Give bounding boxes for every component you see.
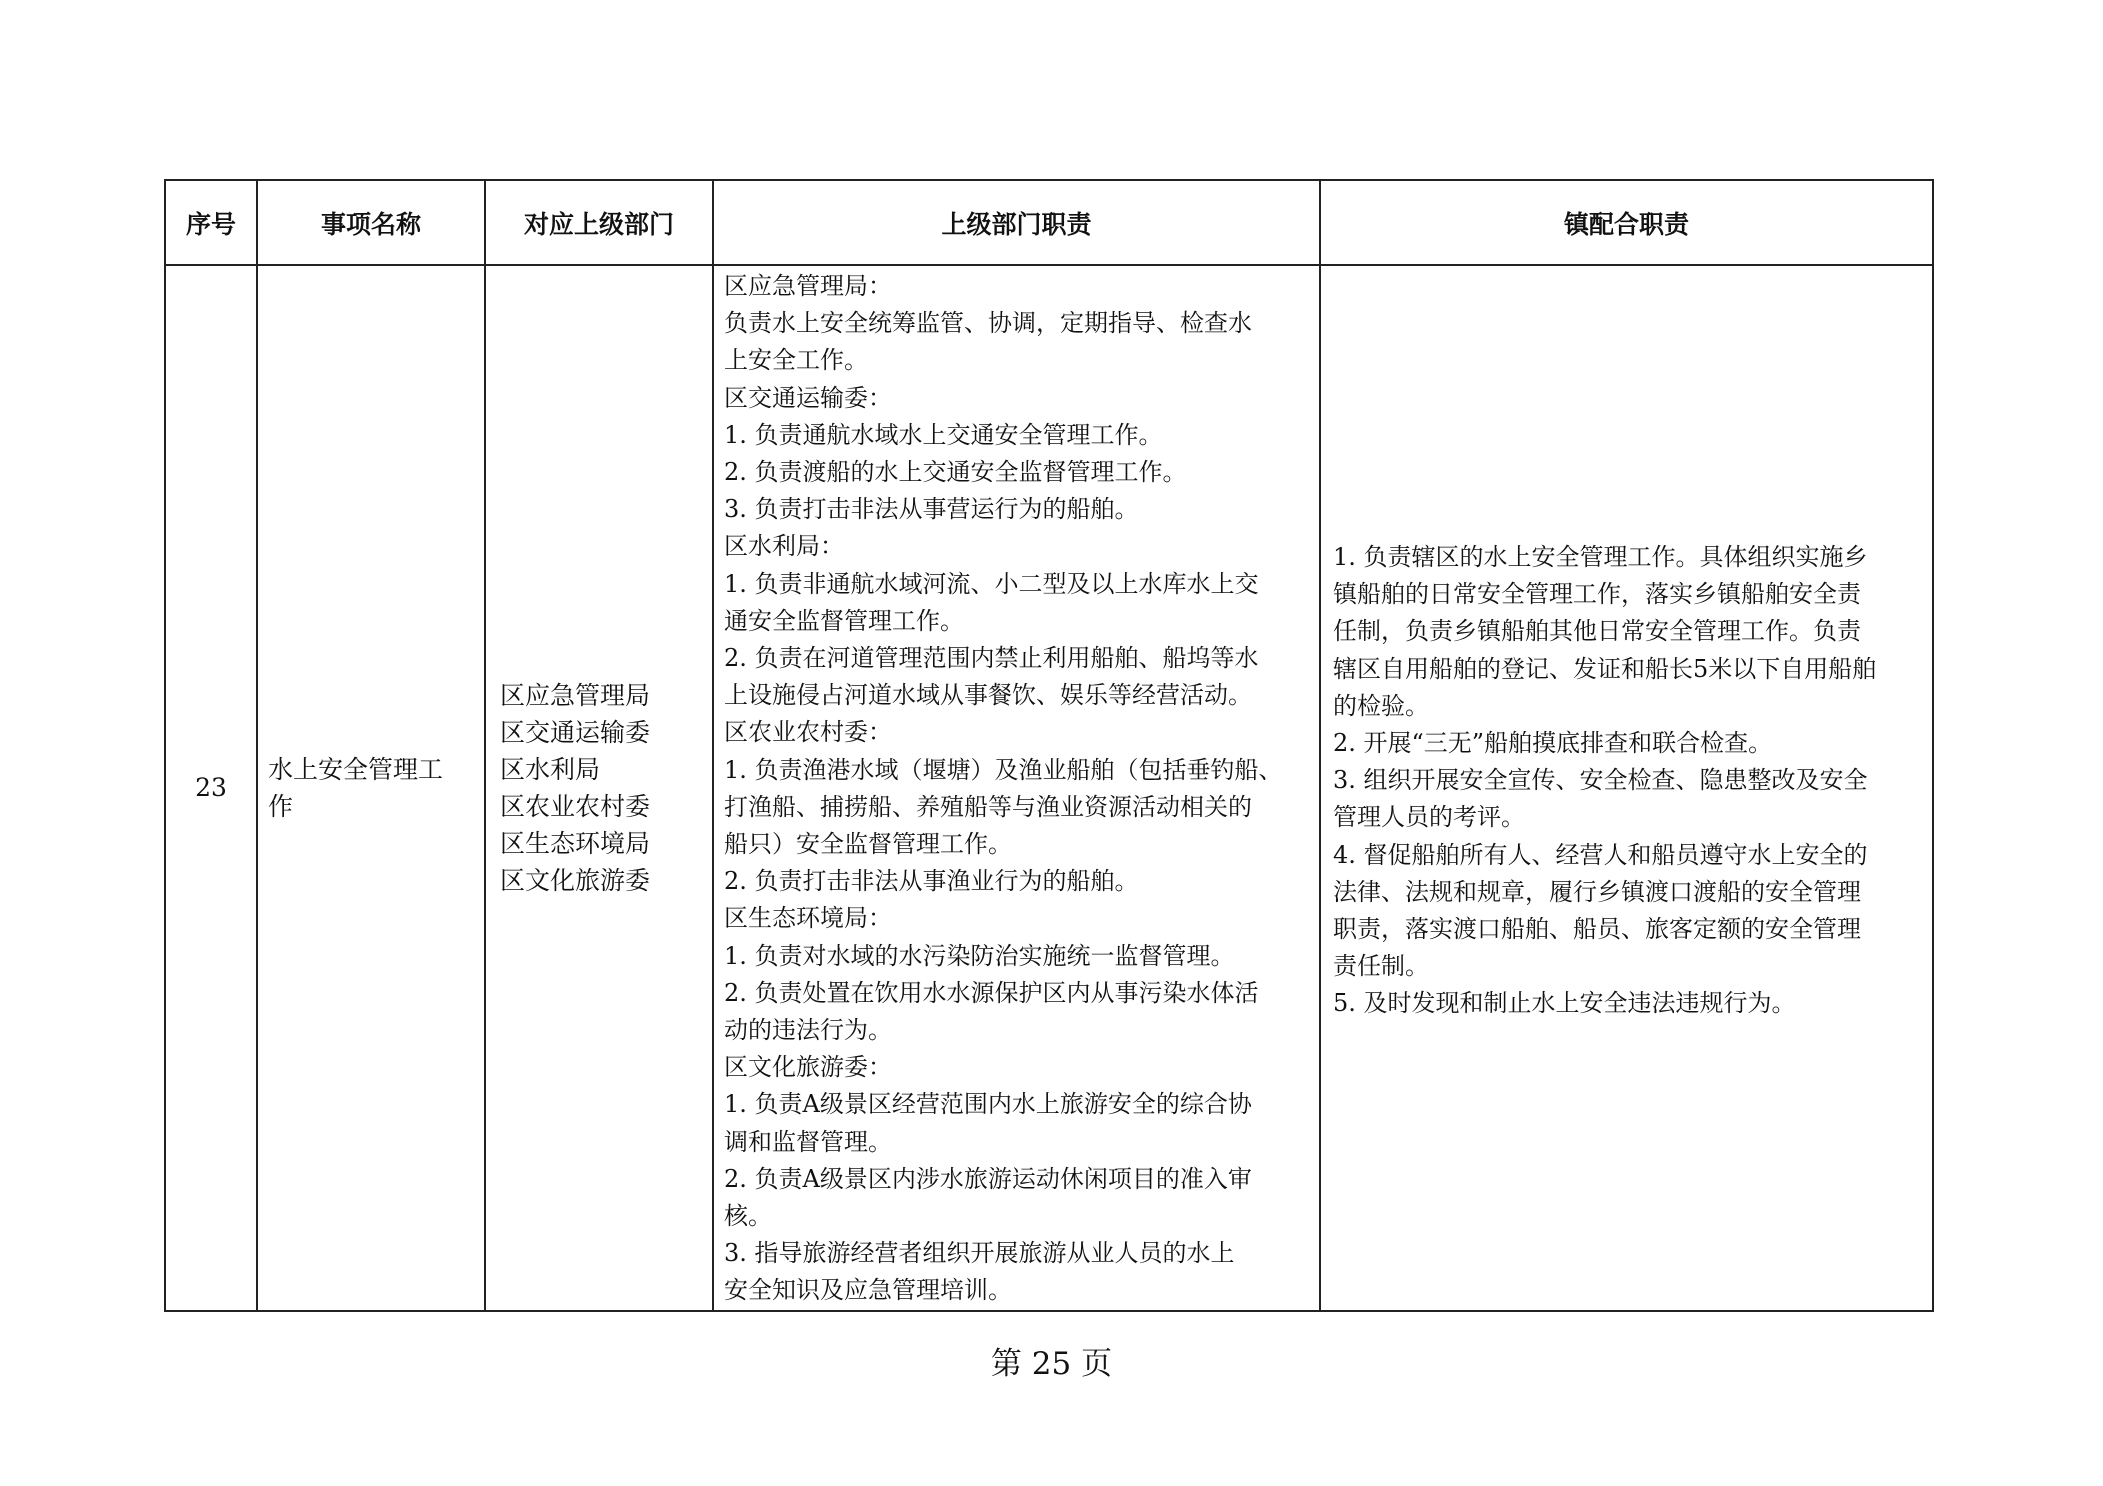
duty-line: 1. 负责A级景区经营范围内水上旅游安全的综合协 xyxy=(724,1090,1252,1119)
department-line: 区水利局 xyxy=(500,754,601,784)
header-item-name: 事项名称 xyxy=(257,180,485,265)
duty-line: 3. 指导旅游经营者组织开展旅游从业人员的水上 xyxy=(724,1239,1235,1268)
department-line: 区农业农村委 xyxy=(500,791,651,821)
table-header-row xyxy=(165,180,1933,265)
cell-item-name xyxy=(257,265,485,1311)
duty-line: 1. 负责非通航水域河流、小二型及以上水库水上交 xyxy=(724,569,1259,598)
duty-line: 船只）安全监督管理工作。 xyxy=(724,830,1012,859)
duty-line: 负责水上安全统筹监管、协调，定期指导、检查水 xyxy=(724,309,1252,338)
duty-line: 上安全工作。 xyxy=(724,346,868,375)
duty-line: 打渔船、捕捞船、养殖船等与渔业资源活动相关的 xyxy=(724,792,1252,821)
duty-table xyxy=(164,179,1934,1312)
town-duty-line: 5. 及时发现和制止水上安全违法违规行为。 xyxy=(1333,989,1796,1018)
duty-line: 2. 负责处置在饮用水水源保护区内从事污染水体活 xyxy=(724,978,1259,1007)
town-duty-line: 管理人员的考评。 xyxy=(1333,803,1525,832)
duty-line: 2. 负责渡船的水上交通安全监督管理工作。 xyxy=(724,458,1187,487)
town-duty-line: 的检验。 xyxy=(1333,691,1429,720)
duty-line: 安全知识及应急管理培训。 xyxy=(724,1276,1012,1305)
duty-line: 1. 负责对水域的水污染防治实施统一监督管理。 xyxy=(724,941,1235,970)
table-row xyxy=(165,265,1933,1311)
town-duty-line: 法律、法规和规章，履行乡镇渡口渡船的安全管理 xyxy=(1333,877,1861,906)
duty-line: 区文化旅游委： xyxy=(724,1053,892,1082)
town-duty-line: 责任制。 xyxy=(1333,952,1429,981)
duty-line: 通安全监督管理工作。 xyxy=(724,606,964,635)
cell-department-duty xyxy=(713,265,1320,1311)
duty-line: 1. 负责渔港水域（堰塘）及渔业船舶（包括垂钓船、 xyxy=(724,755,1283,784)
header-seq: 序号 xyxy=(165,180,257,265)
town-duty-line: 3. 组织开展安全宣传、安全检查、隐患整改及安全 xyxy=(1333,766,1868,795)
duty-line: 2. 负责A级景区内涉水旅游运动休闲项目的准入审 xyxy=(724,1164,1252,1193)
town-duty-line: 职责，落实渡口船舶、船员、旅客定额的安全管理 xyxy=(1333,915,1861,944)
duty-line: 区生态环境局： xyxy=(724,904,892,933)
cell-town-duty xyxy=(1320,265,1933,1311)
page-number: 第 25 页 xyxy=(990,1346,1113,1382)
duty-line: 调和监督管理。 xyxy=(724,1127,892,1156)
header-department-duty: 上级部门职责 xyxy=(713,180,1320,265)
town-duty-line: 任制，负责乡镇船舶其他日常安全管理工作。负责 xyxy=(1333,617,1861,646)
duty-line: 区农业农村委： xyxy=(724,718,892,747)
town-duty-line: 4. 督促船舶所有人、经营人和船员遵守水上安全的 xyxy=(1333,840,1868,869)
duty-line: 区应急管理局： xyxy=(724,272,892,300)
duty-line: 3. 负责打击非法从事营运行为的船舶。 xyxy=(724,495,1139,524)
town-duty-line: 镇船舶的日常安全管理工作，落实乡镇船舶安全责 xyxy=(1333,580,1861,609)
duty-line: 区交通运输委： xyxy=(724,383,892,412)
cell-seq: 23 xyxy=(165,265,257,1311)
header-department: 对应上级部门 xyxy=(485,180,713,265)
department-line: 区交通运输委 xyxy=(500,717,651,747)
duty-line: 区水利局： xyxy=(724,532,844,561)
duty-line: 1. 负责通航水域水上交通安全管理工作。 xyxy=(724,420,1163,449)
duty-line: 动的违法行为。 xyxy=(724,1016,892,1045)
department-line: 区应急管理局 xyxy=(500,680,651,710)
item-name-line: 作 xyxy=(268,791,294,821)
town-duty-line: 2. 开展“三无”船舶摸底排查和联合检查。 xyxy=(1333,729,1773,758)
town-duty-line: 辖区自用船舶的登记、发证和船长5米以下自用船舶 xyxy=(1333,654,1877,683)
item-name-line: 水上安全管理工 xyxy=(268,754,444,784)
header-town-duty: 镇配合职责 xyxy=(1320,180,1933,265)
duty-line: 2. 负责打击非法从事渔业行为的船舶。 xyxy=(724,867,1139,896)
duty-line: 2. 负责在河道管理范围内禁止利用船舶、船坞等水 xyxy=(724,644,1259,673)
department-line: 区文化旅游委 xyxy=(500,865,651,895)
duty-line: 核。 xyxy=(724,1202,772,1231)
duty-line: 上设施侵占河道水域从事餐饮、娱乐等经营活动。 xyxy=(724,681,1252,710)
department-line: 区生态环境局 xyxy=(500,828,651,858)
town-duty-line: 1. 负责辖区的水上安全管理工作。具体组织实施乡 xyxy=(1333,543,1868,572)
cell-departments xyxy=(485,265,713,1311)
